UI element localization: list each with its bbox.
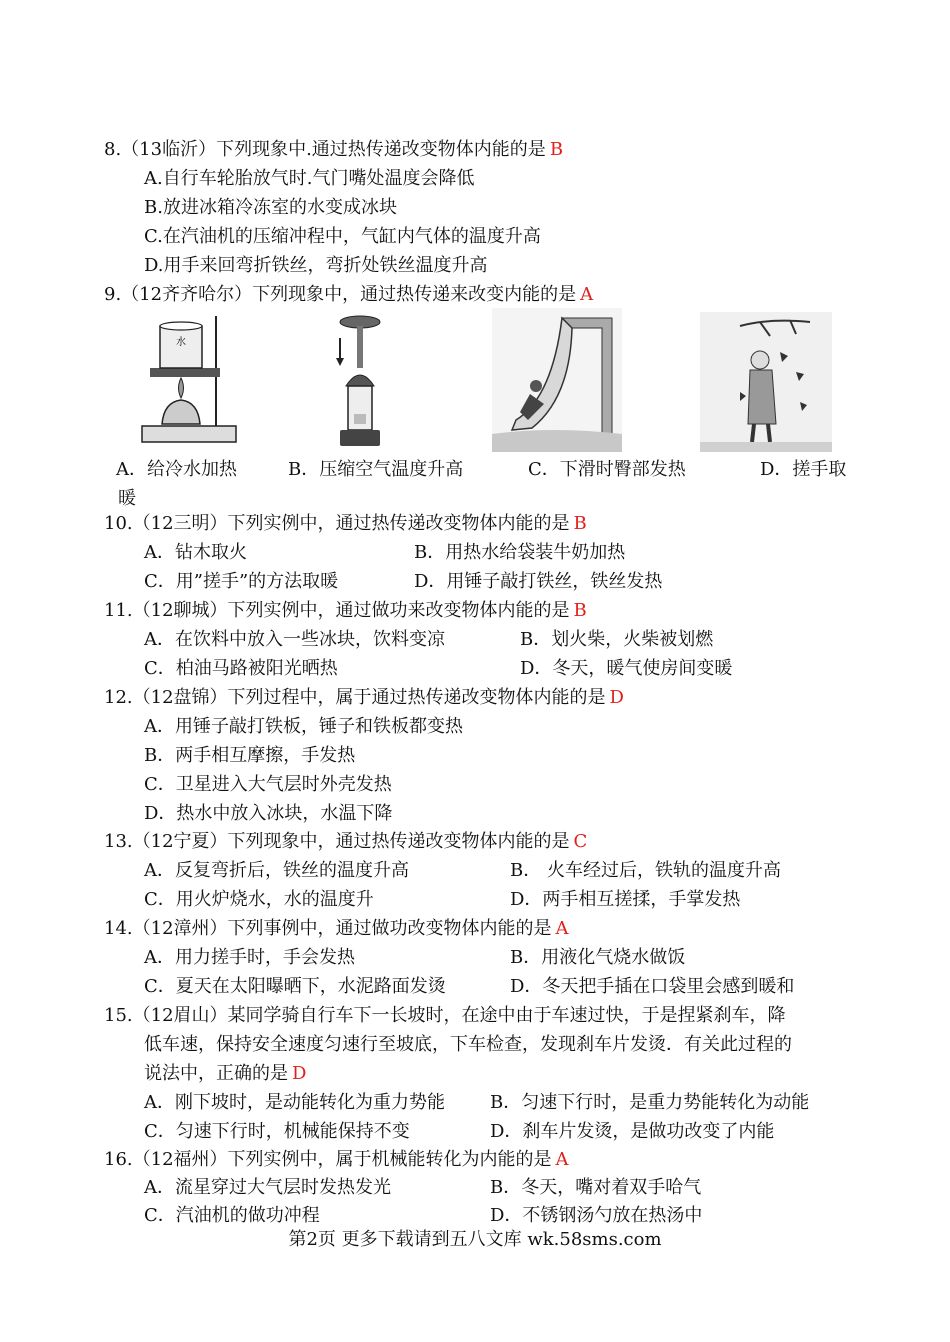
question-14-stem: 14.（12漳州）下列事例中，通过做功改变物体内能的是 A [104, 918, 569, 939]
option: B．用热水给袋装牛奶加热 [414, 542, 626, 563]
option: B．划火柴，火柴被划燃 [520, 629, 714, 650]
figure-heating-water [140, 312, 240, 452]
option: A．用力搓手时，手会发热 [144, 947, 355, 968]
option: A．反复弯折后，铁丝的温度升高 [144, 860, 409, 881]
figure-caption-d: D．搓手取 [760, 459, 847, 480]
answer-key: B [549, 139, 564, 160]
option: D.用手来回弯折铁丝，弯折处铁丝温度升高 [144, 255, 488, 276]
option: D．冬天把手插在口袋里会感到暖和 [510, 976, 795, 997]
page-footer: 第2页 更多下载请到五八文库 wk.58sms.com [288, 1229, 662, 1250]
question-10-stem: 10.（12三明）下列实例中，通过热传递改变物体内能的是 B [104, 513, 587, 534]
answer-key: B [573, 600, 587, 621]
option: B．两手相互摩擦，手发热 [144, 745, 356, 766]
option: A．钻木取火 [144, 542, 247, 563]
answer-key: D [292, 1063, 307, 1084]
answer-key: D [609, 687, 624, 708]
answer-key: A [555, 1149, 569, 1170]
figure-caption-b: B．压缩空气温度升高 [288, 459, 464, 480]
question-16-stem: 16.（12福州）下列实例中，属于机械能转化为内能的是 A [104, 1149, 569, 1170]
option: A.自行车轮胎放气时.气门嘴处温度会降低 [144, 168, 475, 189]
option: C．用火炉烧水，水的温度升 [144, 889, 374, 910]
option: C．柏油马路被阳光晒热 [144, 658, 338, 679]
option: D．用锤子敲打铁丝，铁丝发热 [414, 571, 663, 592]
figure-air-compression [330, 314, 390, 452]
figure-caption-d-wrap: 暖 [118, 488, 136, 509]
answer-key: A [580, 284, 594, 305]
option: B．匀速下行时，是重力势能转化为动能 [490, 1092, 810, 1113]
option: D．两手相互搓揉，手掌发热 [510, 889, 741, 910]
option: C．匀速下行时，机械能保持不变 [144, 1121, 410, 1142]
question-13-stem: 13.（12宁夏）下列现象中，通过热传递改变物体内能的是 C [104, 831, 588, 852]
figure-slide [492, 308, 622, 452]
answer-key: A [555, 918, 569, 939]
question-15-stem-cont: 低车速，保持安全速度匀速行至坡底，下车检查，发现刹车片发烫．有关此过程的 [144, 1034, 792, 1055]
answer-key: C [573, 831, 588, 852]
figure-caption-c: C．下滑时臀部发热 [528, 459, 686, 480]
question-15-stem: 15.（12眉山）某同学骑自行车下一长坡时，在途中由于车速过快，于是捏紧刹车，降 [104, 1005, 786, 1026]
question-11-stem: 11.（12聊城）下列实例中，通过做功来改变物体内能的是 B [104, 600, 587, 621]
option: B.放进冰箱冷冻室的水变成冰块 [144, 197, 397, 218]
option: D．冬天，暖气使房间变暖 [520, 658, 733, 679]
option: D．刹车片发烫，是做功改变了内能 [490, 1121, 775, 1142]
option: A．用锤子敲打铁板，锤子和铁板都变热 [144, 716, 463, 737]
option: C.在汽油机的压缩冲程中，气缸内气体的温度升高 [144, 226, 541, 247]
option: D．热水中放入冰块，水温下降 [144, 803, 393, 824]
option: C．卫星进入大气层时外壳发热 [144, 774, 392, 795]
beaker-label: 水 [176, 337, 186, 348]
option: C．夏天在太阳曝晒下，水泥路面发烫 [144, 976, 446, 997]
figure-caption-a: A．给冷水加热 [116, 459, 237, 480]
question-15-stem-cont: 说法中，正确的是 D [144, 1063, 307, 1084]
option: C．汽油机的做功冲程 [144, 1205, 320, 1226]
option: B． 火车经过后，铁轨的温度升高 [510, 860, 781, 881]
option: A．流星穿过大气层时发热发光 [144, 1177, 391, 1198]
option: C．用”搓手”的方法取暖 [144, 571, 339, 592]
option: B．用液化气烧水做饭 [510, 947, 686, 968]
option: A．刚下坡时，是动能转化为重力势能 [144, 1092, 445, 1113]
question-8-stem: 8.（13临沂）下列现象中.通过热传递改变物体内能的是 B [104, 139, 564, 160]
question-9-stem: 9.（12齐齐哈尔）下列现象中，通过热传递来改变内能的是 A [104, 284, 594, 305]
answer-key: B [573, 513, 587, 534]
option: A．在饮料中放入一些冰块，饮料变凉 [144, 629, 445, 650]
question-12-stem: 12.（12盘锦）下列过程中，属于通过热传递改变物体内能的是 D [104, 687, 624, 708]
option: B．冬天，嘴对着双手哈气 [490, 1177, 702, 1198]
option: D．不锈钢汤勺放在热汤中 [490, 1205, 703, 1226]
figure-rubbing-hands [700, 312, 832, 452]
